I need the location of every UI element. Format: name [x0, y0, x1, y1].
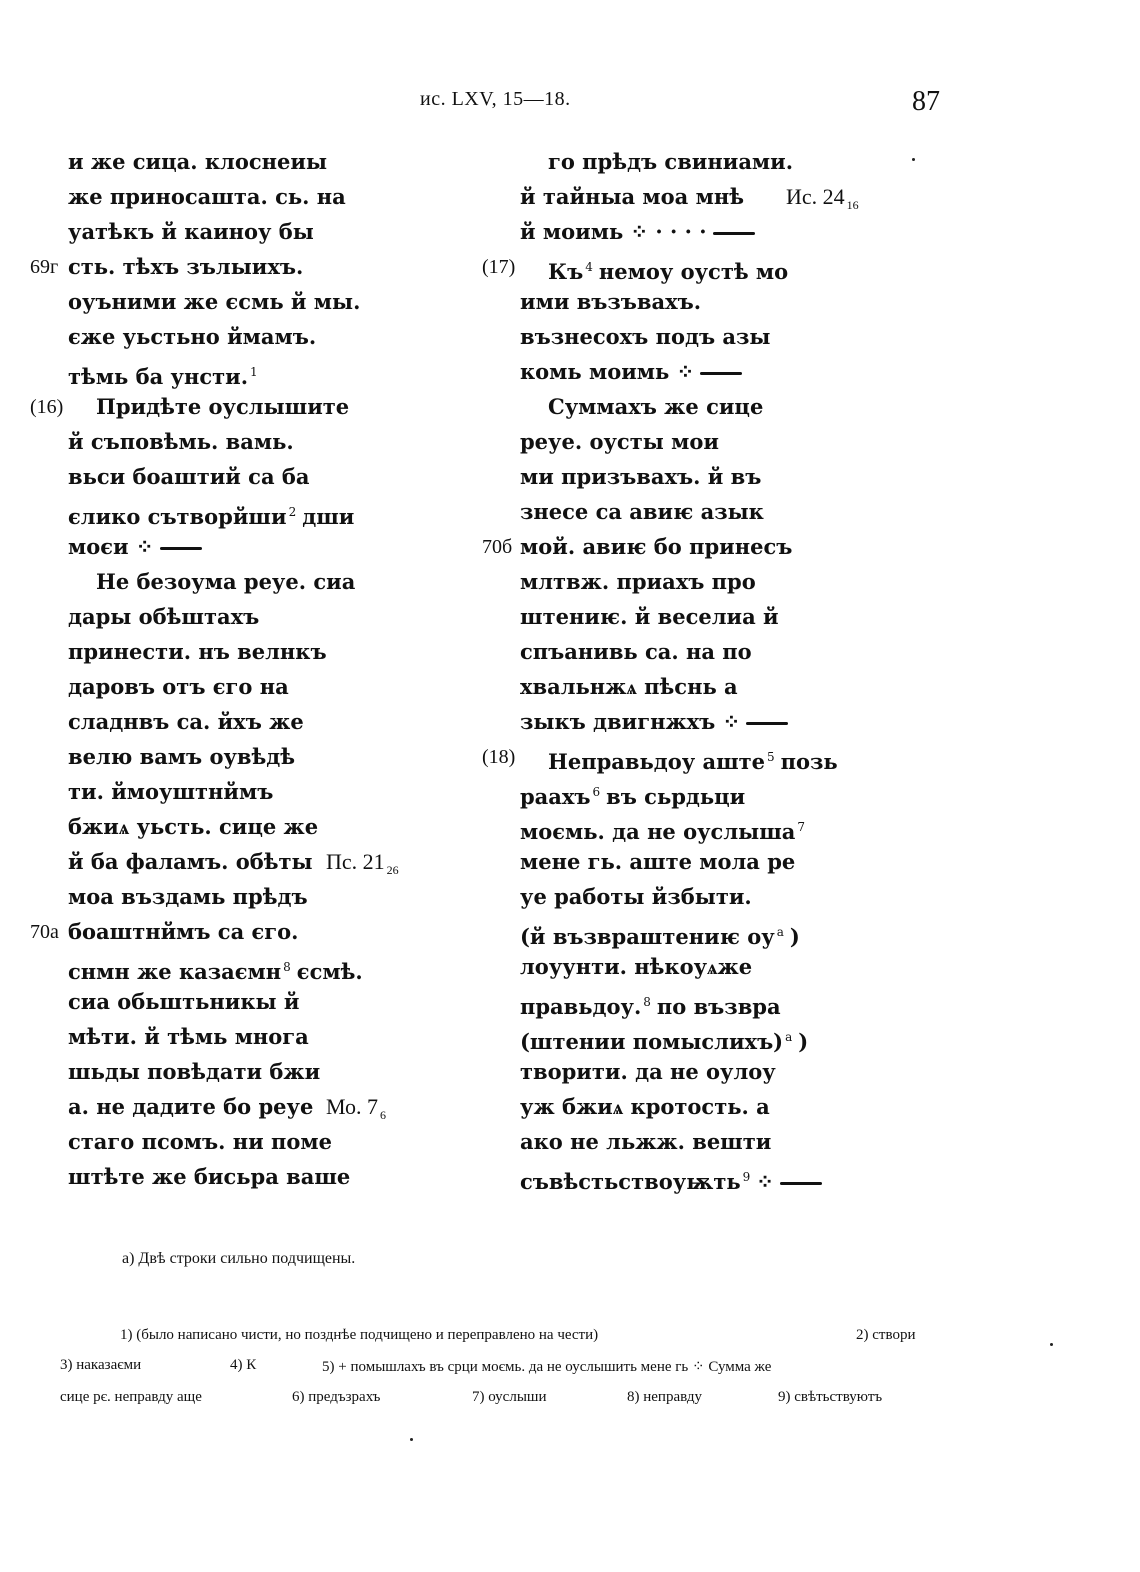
footnote-ref: а	[776, 925, 784, 939]
text-line	[68, 218, 508, 253]
line-text: ти. ймоуштнймъ	[68, 779, 274, 804]
text-line	[520, 218, 960, 253]
ink-speck	[1050, 1343, 1053, 1346]
page-number: 87	[912, 86, 940, 117]
text-line	[520, 323, 960, 358]
text-line	[520, 183, 960, 218]
line-text: го прѣдъ свиниами.	[548, 149, 794, 174]
text-line	[520, 288, 960, 323]
line-text: млтвж. приахъ про	[520, 569, 756, 594]
footnote-3: 3) наказаєми	[60, 1357, 142, 1373]
right-column	[482, 148, 960, 1198]
text-line	[68, 603, 508, 638]
line-text: шьды повѣдати бжи	[68, 1059, 321, 1084]
line-text-tail: позь	[780, 749, 838, 774]
text-line	[520, 708, 960, 743]
text-line	[520, 778, 960, 813]
line-text: раахъ	[520, 784, 591, 809]
footnote-ref: а	[785, 1030, 793, 1044]
footnote-ref: 9	[742, 1170, 751, 1184]
text-line	[520, 673, 960, 708]
line-text: уж бжиѧ кротость. а	[520, 1094, 770, 1119]
text-line	[520, 848, 960, 883]
verse-marker: 69г	[30, 256, 59, 278]
line-text: вьси боаштий са ба	[68, 464, 310, 489]
footnote-2: 2) створи	[856, 1327, 916, 1343]
text-line	[520, 953, 960, 988]
text-line	[520, 1023, 960, 1058]
line-text-tail: по възвра	[656, 994, 781, 1019]
left-column	[30, 148, 508, 1198]
text-line	[68, 358, 508, 393]
line-text: й съповѣмь. вамь.	[68, 429, 294, 454]
footnote-1: 1) (было написано чисти, но позднѣе подчищено и переправлено на чести)	[120, 1327, 599, 1343]
footnote-ref: 8	[643, 995, 651, 1009]
line-text: лоуунти. нѣкоуѧже	[520, 954, 753, 979]
line-text: дары обѣштахъ	[68, 604, 260, 629]
text-line	[482, 743, 960, 778]
line-text: принести. нъ велнкъ	[68, 639, 327, 664]
text-line	[68, 498, 508, 533]
line-text: съвѣстьствоуѭть	[520, 1169, 741, 1194]
line-text: ими възъвахъ.	[520, 289, 702, 314]
verse-marker: (17)	[482, 256, 516, 278]
text-line	[68, 743, 508, 778]
line-text: ако не льжж. вешти	[520, 1129, 772, 1154]
text-line	[68, 848, 508, 883]
footnote-6: 6) предъзрахъ	[292, 1389, 381, 1405]
cross-reference	[786, 183, 859, 219]
line-text: бжиѧ уьсть. сице же	[68, 814, 319, 839]
line-text: мѣти. й тѣмь многа	[68, 1024, 309, 1049]
text-line	[68, 533, 508, 568]
cross-reference-sub: 6	[380, 1108, 387, 1123]
text-line	[68, 953, 508, 988]
line-text: мой. авиѥ бо принесъ	[520, 534, 793, 559]
line-text: спъанивь са. на по	[520, 639, 752, 664]
footnote-5-cont: сице рє. неправду аще	[60, 1389, 202, 1405]
line-text-tail: немоу оустѣ мо	[598, 259, 789, 284]
section-end-dash	[713, 232, 755, 235]
line-text: и же сица. клоснеиы	[68, 149, 327, 174]
text-line	[68, 1128, 508, 1163]
line-text: сиа обьштьникы й	[68, 989, 300, 1014]
cross-reference-text: Ис. 24	[786, 184, 845, 209]
footnote-9: 9) свѣтьствуютъ	[778, 1389, 883, 1405]
text-line	[520, 1093, 960, 1128]
text-line	[68, 778, 508, 813]
text-line	[520, 498, 960, 533]
line-text: штѣте же бисьра ваше	[68, 1164, 351, 1189]
section-end-dash	[160, 547, 202, 550]
text-line	[520, 813, 960, 848]
cross-reference	[326, 1093, 386, 1129]
text-line	[68, 463, 508, 498]
line-text: боаштнймъ са єго.	[68, 919, 299, 944]
text-line	[520, 463, 960, 498]
line-text: хвальнжѧ пѣснь а	[520, 674, 738, 699]
ink-speck	[410, 1438, 413, 1441]
line-text: уатѣкъ й каиноу бы	[68, 219, 314, 244]
text-line	[520, 568, 960, 603]
line-text: даровъ отъ єго на	[68, 674, 289, 699]
text-line	[68, 288, 508, 323]
line-text: комь моимь ⁘	[520, 359, 695, 384]
verse-marker: (16)	[30, 396, 64, 418]
line-text: стаго псомъ. ни поме	[68, 1129, 332, 1154]
line-text: Неправьдоу аште	[548, 749, 766, 774]
footnote-7: 7) оуслыши	[472, 1389, 547, 1405]
line-text: й тайныа моа мнѣ	[520, 184, 744, 209]
footnote-5: 5) + помышлахъ въ срци моємь. да не оуслышить мене гь ⁘ Сумма же	[322, 1359, 772, 1375]
text-line	[68, 988, 508, 1023]
line-text: Придѣте оуслышите	[96, 394, 350, 419]
line-text: а. не дадите бо реуе	[68, 1094, 314, 1119]
cross-reference	[326, 848, 399, 884]
text-line	[68, 638, 508, 673]
line-text: Не безоума реуе. сиа	[96, 569, 356, 594]
text-line	[68, 708, 508, 743]
line-text-tail: въ сьрдьци	[606, 784, 746, 809]
text-line	[68, 1093, 508, 1128]
line-text: Къ	[548, 259, 584, 284]
footnote-ref: 5	[767, 750, 775, 764]
footnote-a: а) Двѣ строки сильно подчищены.	[122, 1250, 356, 1267]
line-text: й моимь ⁘ · · · ·	[520, 219, 707, 244]
text-line	[520, 883, 960, 918]
text-line	[30, 393, 508, 428]
line-text-tail: єсмѣ.	[296, 959, 363, 984]
section-end-dash	[746, 722, 788, 725]
text-line	[520, 428, 960, 463]
text-line	[68, 813, 508, 848]
text-line	[68, 673, 508, 708]
footnote-8: 8) неправду	[627, 1389, 702, 1405]
cross-reference-sub: 26	[386, 863, 399, 878]
line-text: творити. да не оулоу	[520, 1059, 776, 1084]
cross-reference-sub: 16	[846, 198, 859, 213]
text-line	[520, 1128, 960, 1163]
text-line	[68, 1023, 508, 1058]
line-text: Суммахъ же сице	[548, 394, 764, 419]
line-text: (штении помыслихъ)	[520, 1029, 784, 1054]
line-text: моа въздамь прѣдъ	[68, 884, 308, 909]
text-line	[520, 148, 960, 183]
ink-speck	[912, 158, 915, 161]
text-line	[520, 918, 960, 953]
footnote-ref: 8	[283, 960, 291, 974]
line-text: снмн же казаємн	[68, 959, 282, 984]
line-text: тѣмь ба унсти.	[68, 364, 249, 389]
line-text: єлико сътворйши	[68, 504, 287, 529]
verse-marker: (18)	[482, 746, 516, 768]
line-text: зыкъ двигнжхъ ⁘	[520, 709, 741, 734]
line-text: оуъними же єсмь й мы.	[68, 289, 361, 314]
line-text: й ба фаламъ. обѣты	[68, 849, 313, 874]
text-line	[520, 603, 960, 638]
footnote-4: 4) К	[230, 1357, 257, 1373]
text-line	[68, 183, 508, 218]
line-text: правьдоу.	[520, 994, 642, 1019]
text-line	[520, 638, 960, 673]
text-line	[482, 533, 960, 568]
line-text: штениѥ. й веселиа й	[520, 604, 779, 629]
text-line	[30, 918, 508, 953]
text-line	[30, 253, 508, 288]
text-line	[68, 568, 508, 603]
line-text-tail: ⁘	[756, 1169, 774, 1194]
line-text: моєи ⁘	[68, 534, 154, 559]
line-text: моємь. да не оуслыша	[520, 819, 796, 844]
text-line	[520, 1058, 960, 1093]
text-line	[68, 1058, 508, 1093]
line-text: сть. тѣхъ зълыихъ.	[68, 254, 304, 279]
text-line	[482, 253, 960, 288]
text-line	[68, 428, 508, 463]
footnote-ref: 1	[250, 365, 258, 379]
verse-marker: 70б	[482, 536, 513, 558]
line-text: сладнвъ са. йхъ же	[68, 709, 304, 734]
text-line	[68, 323, 508, 358]
text-line	[68, 883, 508, 918]
text-line	[68, 148, 508, 183]
line-text: (й възвраштениѥ оу	[520, 924, 775, 949]
footnote-ref: 6	[592, 785, 601, 799]
cross-reference-text: Пс. 21	[326, 849, 385, 874]
line-text: възнесохъ подъ азы	[520, 324, 771, 349]
line-text: велю вамъ оувѣдѣ	[68, 744, 296, 769]
line-text-tail: дши	[302, 504, 355, 529]
text-line	[68, 1163, 508, 1198]
line-text: ми призъвахъ. й въ	[520, 464, 762, 489]
running-title: ис. LXV, 15—18.	[420, 88, 571, 110]
line-text-tail: )	[789, 924, 800, 949]
footnote-ref: 2	[288, 505, 297, 519]
line-text: єже уьстьно ймамъ.	[68, 324, 317, 349]
section-end-dash	[700, 372, 742, 375]
line-text: знесе са авиѥ азык	[520, 499, 764, 524]
text-line	[520, 393, 960, 428]
section-end-dash	[780, 1182, 822, 1185]
footnote-ref: 7	[797, 820, 806, 834]
text-line	[520, 358, 960, 393]
line-text: реуе. оусты мои	[520, 429, 719, 454]
footnote-ref: 4	[585, 260, 593, 274]
text-line	[520, 1163, 960, 1198]
line-text-tail: )	[798, 1029, 809, 1054]
line-text: же приносашта. сь. на	[68, 184, 346, 209]
text-line	[520, 988, 960, 1023]
line-text: мене гь. аште мола ре	[520, 849, 796, 874]
cross-reference-text: Мо. 7	[326, 1094, 379, 1119]
verse-marker: 70а	[30, 921, 59, 943]
line-text: уе работы йзбыти.	[520, 884, 752, 909]
